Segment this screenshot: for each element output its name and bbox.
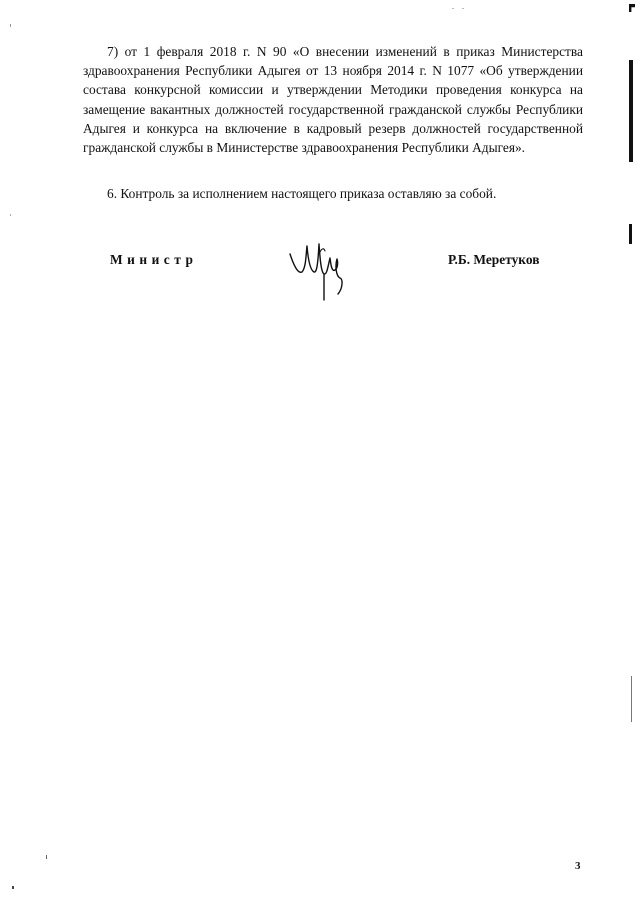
signature-block <box>0 250 640 310</box>
scan-speck <box>462 8 464 9</box>
scan-speck <box>12 886 14 889</box>
scan-speck <box>46 855 47 859</box>
scan-edge-mark <box>629 224 632 244</box>
scan-edge-mark <box>631 676 632 722</box>
scan-speck <box>452 8 454 9</box>
list-item-7: 7) от 1 февраля 2018 г. N 90 «О внесении изменений в приказ Министерства здравоохранения Республики Адыгея от 13 ноября 2014 г. N 1077 «Об утверждении состава конкурсной комиссии и утверждении Методики проведения конкурса на замещение вакантных должностей государственной гражданской службы Республики Адыгея и конкурса на включение в кадровый резерв должностей государственной гражданской службы в Министерстве здравоохранения Республики Адыгея». <box>83 44 583 156</box>
scan-edge-mark <box>629 60 633 162</box>
handwritten-signature <box>280 232 360 302</box>
paragraph-control-clause: 6. Контроль за исполнением настоящего приказа оставляю за собой. <box>107 186 497 201</box>
scan-corner-mark <box>629 4 635 12</box>
scan-speck <box>10 24 11 27</box>
signer-name: Р.Б. Меретуков <box>448 252 540 267</box>
page-number: 3 <box>575 860 581 872</box>
scan-speck <box>10 214 11 216</box>
signer-title: Министр <box>110 252 198 267</box>
